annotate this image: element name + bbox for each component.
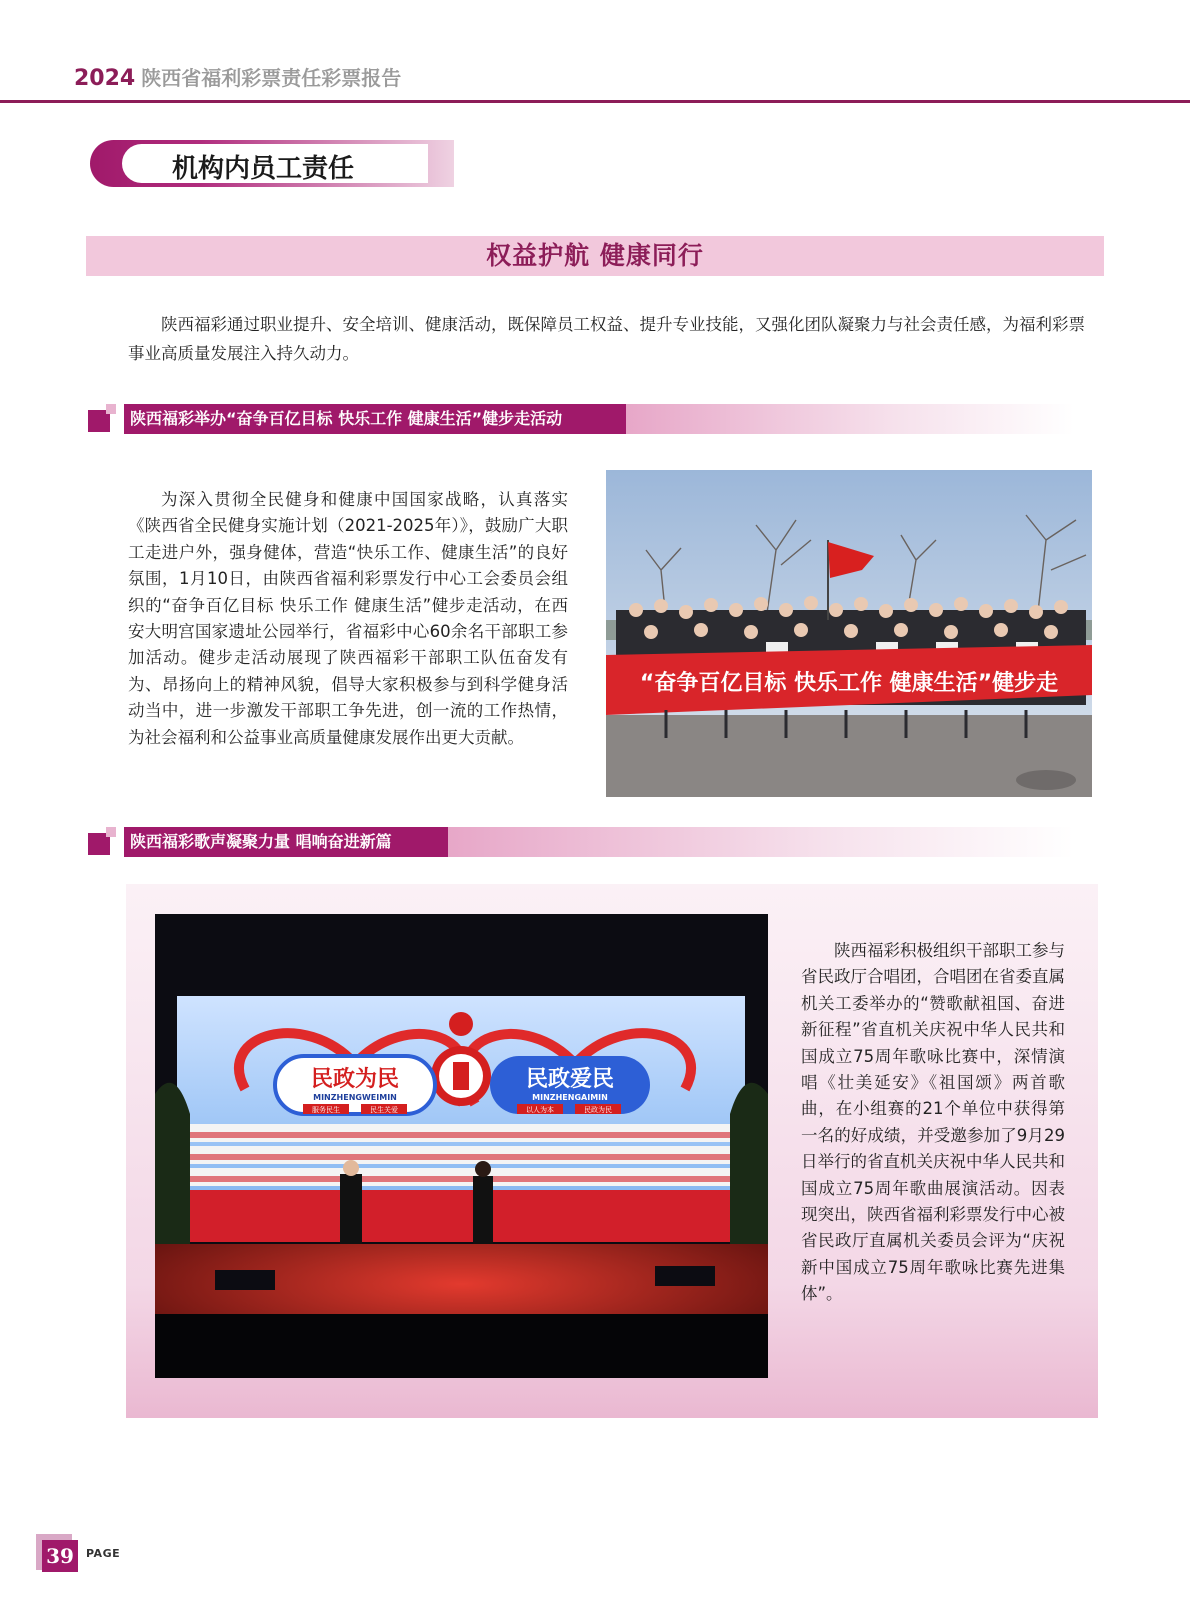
choir-stage-photo: [155, 914, 768, 1378]
heading-label: 陕西福彩举办“奋争百亿目标 快乐工作 健康生活”健步走活动: [130, 409, 563, 428]
stage-right-title: 民政爱民: [525, 1067, 615, 1092]
heading-marker-accent: [106, 404, 116, 414]
intro-paragraph: 陕西福彩通过职业提升、安全培训、健康活动，既保障员工权益、提升专业技能，又强化团队凝聚力与社会责任感，为福利彩票事业高质量发展注入持久动力。: [128, 315, 1085, 363]
header-divider: [0, 100, 1190, 103]
choir-paragraph: 陕西福彩积极组织干部职工参与省民政厅合唱团，合唱团在省委直属机关工委举办的“赞歌献祖国、奋进新征程”省直机关庆祝中华人民共和国成立75周年歌咏比赛中，深情演唱《壮美延安》《祖国颂》两首歌曲，在小组赛的21个单位中获得第一名的好成绩，并受邀参加了9月29日举行的省直机关庆祝中华人民共和国成立75周年歌曲展演活动。因表现突出，陕西省福利彩票发行中心被省民政厅直属机关委员会评为“庆祝新中国成立75周年歌咏比赛先进集体”。: [801, 941, 1065, 1304]
walk-event-paragraph: 为深入贯彻全民健身和健康中国国家战略，认真落实《陕西省全民健身实施计划（2021-2025年）》，鼓励广大职工走进户外，强身健体，营造“快乐工作、健康生活”的良好氛围，1月10日，由陕西省福利彩票发行中心工会委员会组织的“奋争百亿目标 快乐工作 健康生活”健步走活动，在西安大明宫国家遗址公园举行，省福彩中心60余名干部职工参加活动。健步走活动展现了陕西福彩干部职工队伍奋发有为、昂扬向上的精神风貌，倡导大家积极参与到科学健身活动当中，进一步激发干部职工争先进，创一流的工作热情，为社会福利和公益事业高质量健康发展作出更大贡献。: [128, 490, 568, 747]
heading-fade: [626, 404, 1074, 434]
stage-left-tag-2: 民生关爱: [370, 1106, 398, 1114]
report-title: [74, 62, 401, 91]
page-number: 39: [42, 1540, 78, 1572]
page-header: [0, 0, 1190, 104]
subsection-heading-1: [88, 404, 1078, 434]
page-label: PAGE: [86, 1547, 121, 1560]
walk-banner-text: “奋争百亿目标 快乐工作 健康生活”健步走: [639, 671, 1059, 696]
stage-left-tag-1: 服务民生: [312, 1106, 340, 1114]
section-title: 机构内员工责任: [172, 154, 355, 184]
report-title-text: 陕西省福利彩票责任彩票报告: [141, 66, 402, 90]
stage-left-pinyin: MINZHENGWEIMIN: [313, 1093, 397, 1102]
subsection-heading-2: [88, 827, 1078, 857]
stage-left-title: 民政为民: [310, 1067, 400, 1092]
stage-right-tag-1: 以人为本: [526, 1106, 554, 1114]
walk-group-photo: [606, 470, 1092, 797]
heading-fade: [448, 827, 1074, 857]
page-number-badge: [36, 1534, 80, 1572]
heading-marker-accent: [106, 827, 116, 837]
stage-right-pinyin: MINZHENGAIMIN: [532, 1093, 608, 1102]
stage-right-tag-2: 民政为民: [584, 1106, 612, 1114]
heading-label: 陕西福彩歌声凝聚力量 唱响奋进新篇: [130, 832, 392, 851]
report-year: 2024: [74, 66, 136, 91]
topic-title: 权益护航 健康同行: [486, 241, 704, 270]
